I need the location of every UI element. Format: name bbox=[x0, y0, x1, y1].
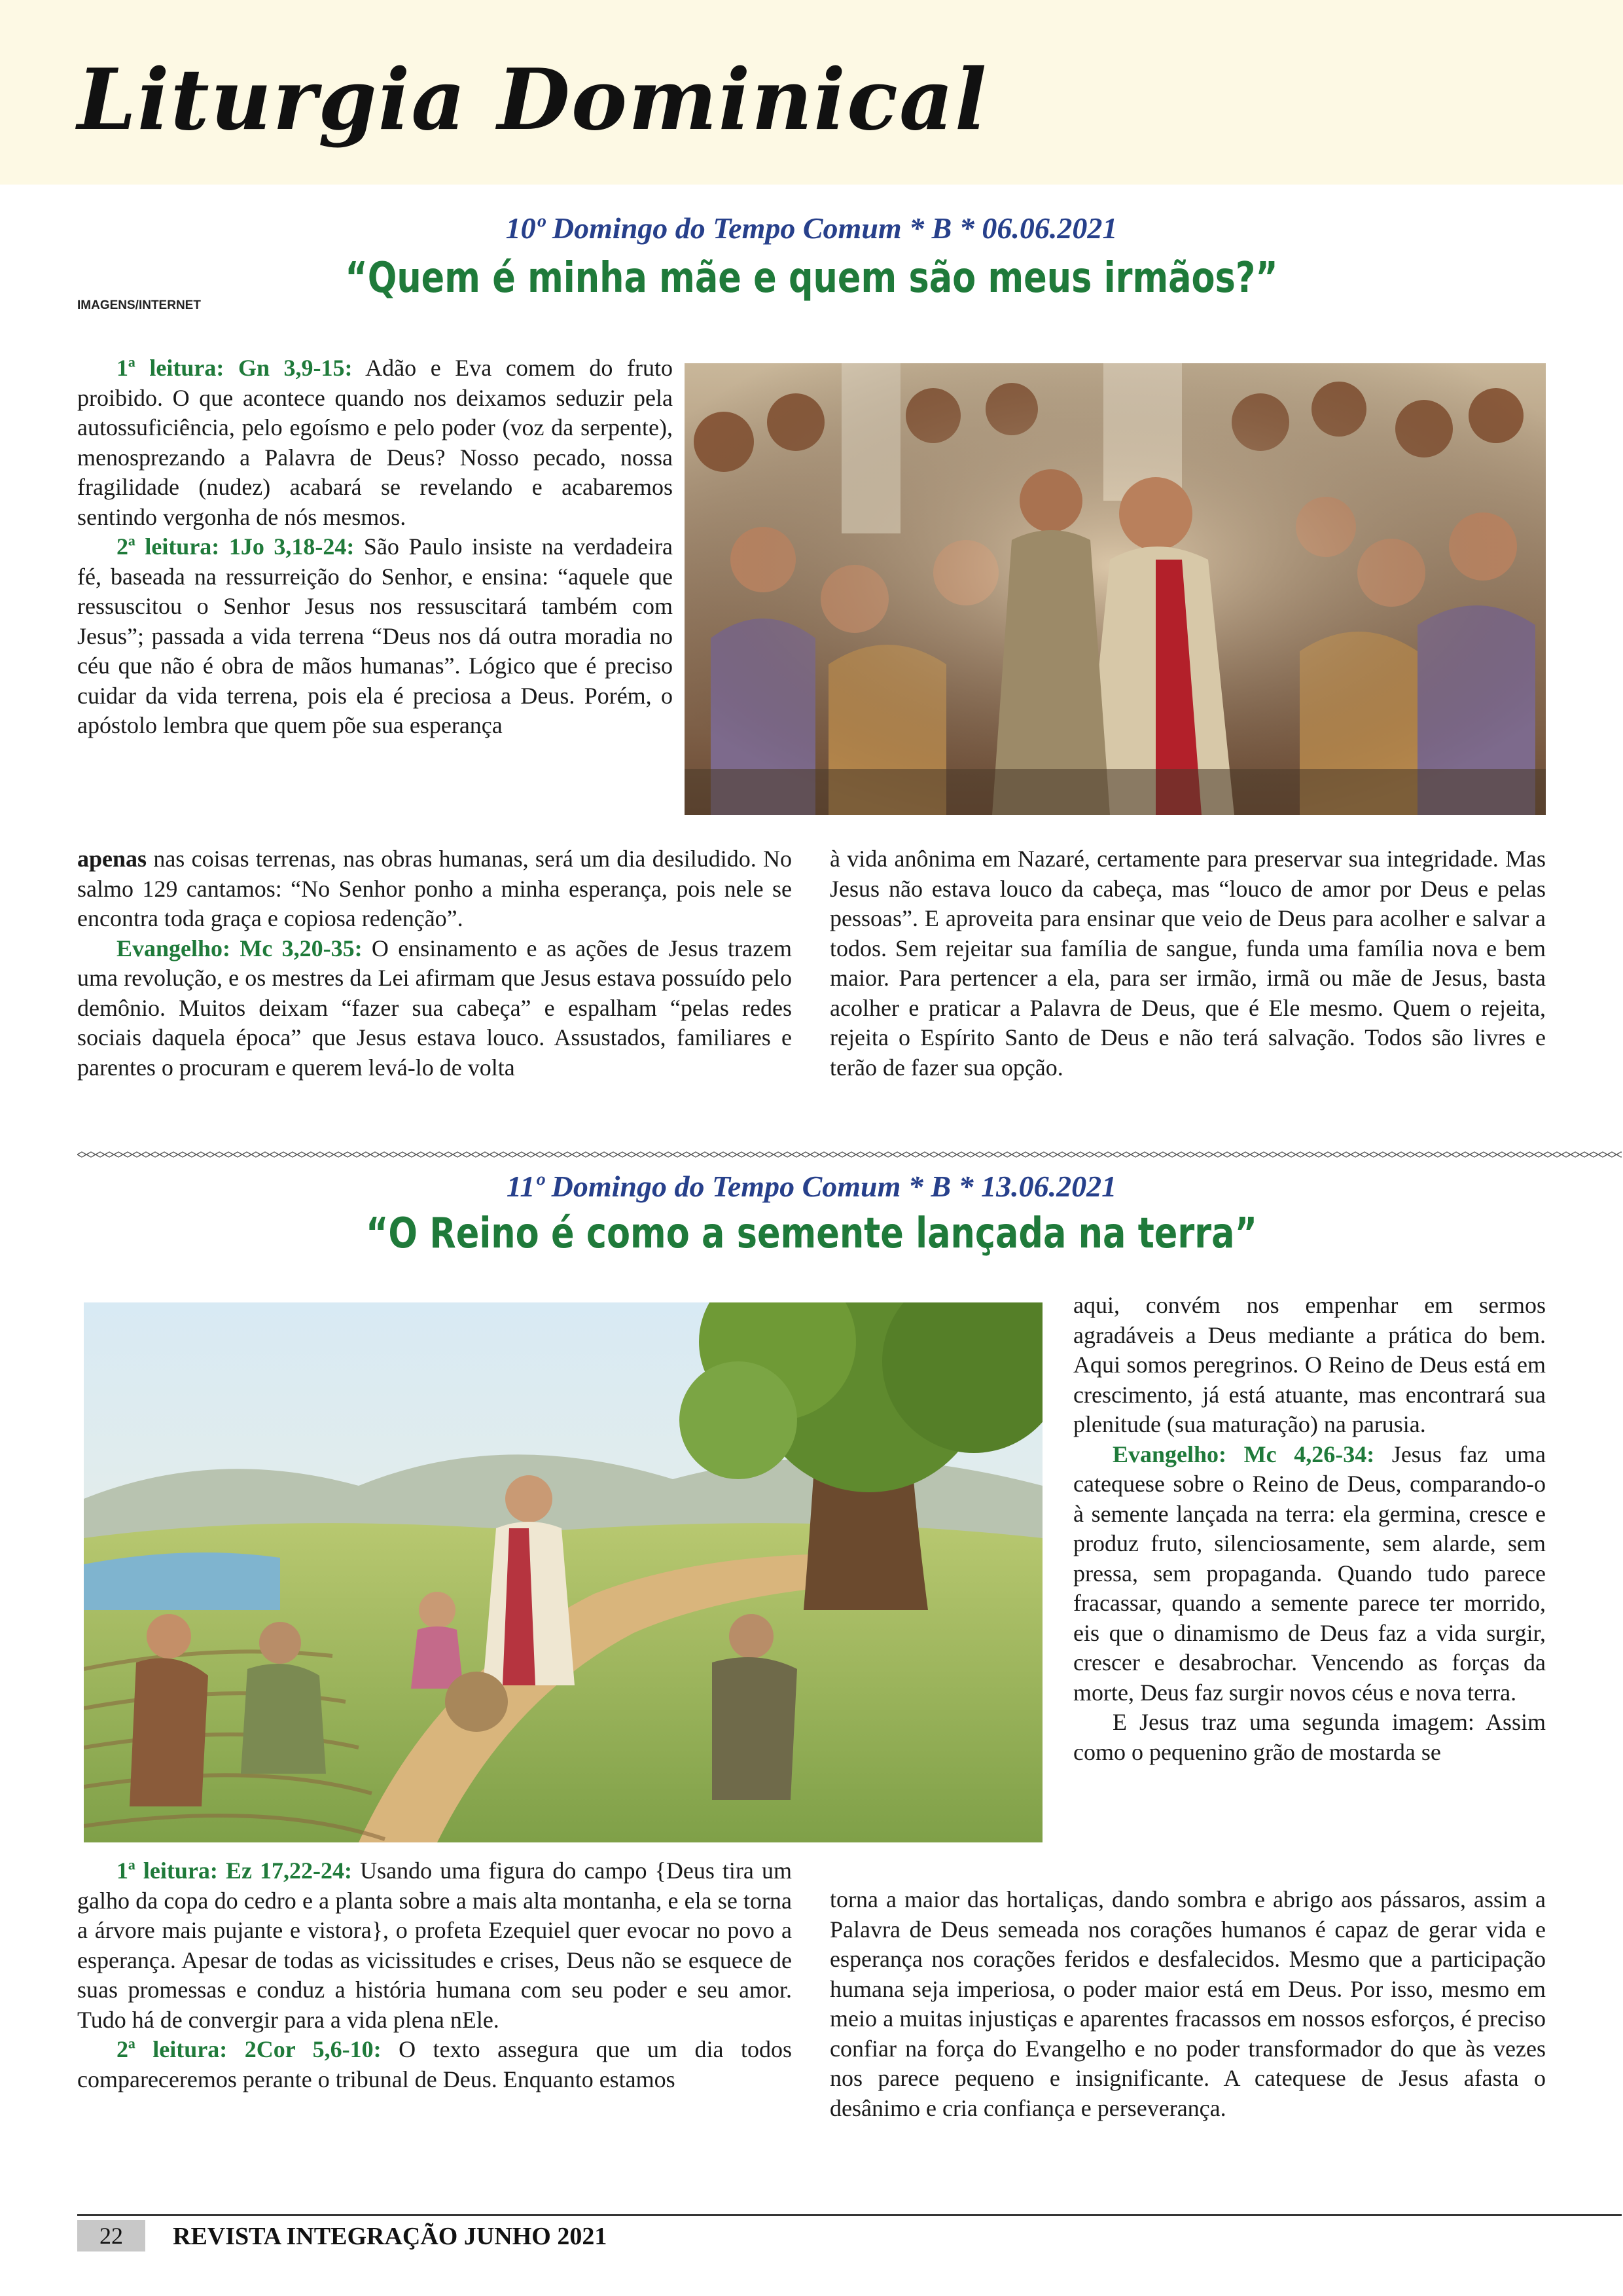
week2-second-image-text: torna a maior das hortaliças, dando sombra e abrigo aos pássaros, assim a Palavra de Deus semeada nos corações humanos é capaz de gerar vida e esperança nos corações feridos e desfalecidos. Mesmo que a participação humana seja imperiosa, o poder maior está em Deus. Por isso, mesmo em meio a muitas injustiças e aparentes fracassos em nossos esforços, é preciso confiar na força do Evangelho e no poder transformador do que às vezes nos parece pequeno e insignificante. A catequese de Jesus afasta o desânimo e cria confiança e perseverança. bbox=[830, 1886, 1546, 2121]
image-credit: IMAGENS/INTERNET bbox=[77, 298, 201, 312]
week1-right-column bbox=[830, 844, 1546, 1083]
week2-right-lower bbox=[830, 1885, 1546, 2123]
footer-rule bbox=[77, 2214, 1622, 2216]
week2-reading1: 1ª leitura: Ez 17,22-24: Usando uma figura do campo {Deus tira um galho da copa do cedro e a planta sobre a mais alta montanha, e ela se torna a árvore mais pujante e vistora}, o profeta Ezequiel quer evocar no povo a esperança. Apesar de todas as vicissitudes e crises, Deus não se esquece de suas promessas e conduz a história humana com seu poder e seu amor. Tudo há de convergir para a vida plena nEle. bbox=[77, 1857, 793, 2033]
publication-name: REVISTA INTEGRAÇÃO JUNHO 2021 bbox=[173, 2223, 607, 2250]
headline-1: “Quem é minha mãe e quem são meus irmãos?” bbox=[345, 254, 1278, 302]
week1-left-column bbox=[77, 353, 673, 741]
week2-reading1-label: 1ª leitura: Ez 17,22-24: bbox=[116, 1857, 353, 1884]
week1-reading2: 2ª leitura: 1Jo 3,18-24: São Paulo insiste na verdadeira fé, baseada na ressurreição do Senhor, e ensina: “aquele que ressuscitou o Senhor Jesus nos ressuscitará também com Jesus”; passada a vida terrena “Deus nos dá outra moradia no céu que não é obra de mãos humanas”. Lógico que é preciso cuidar da vida terrena, pois ela é preciosa a Deus. Porém, o apóstolo lembra que quem põe sua esperança bbox=[77, 533, 673, 738]
week2-gospel: Evangelho: Mc 4,26-34: Jesus faz uma catequese sobre o Reino de Deus, comparando-o à semente lançada na terra: ela germina, cresce e produz fruto, silenciosamente, sem alarde, sem pressa, sem propaganda. Quando tudo parece fracassar, quando a semente parece ter morrido, eis que o dinamismo de Deus faz a vida surgir, crescer e desabrochar. Vencendo as forças da morte, Deus faz surgir novos céus e nova terra. bbox=[1073, 1441, 1546, 1706]
headline-2: “O Reino é como a semente lançada na terra” bbox=[365, 1210, 1258, 1258]
sunday-title-2: 11º Domingo do Tempo Comum * B * 13.06.2021 bbox=[506, 1170, 1117, 1203]
week1-gospel: Evangelho: Mc 3,20-35: O ensinamento e as ações de Jesus trazem uma revolução, e os mestres da Lei afirmam que Jesus estava possuído pelo demônio. Muitos deixam “fazer sua cabeça” e espalham “pelas redes sociais daquela época” que Jesus estava louco. Assustados, familiares e parentes o procuram e querem levá-lo de volta bbox=[77, 935, 792, 1081]
week1-reading1-label: 1ª leitura: Gn 3,9-15: bbox=[116, 355, 353, 381]
jesus-crowd-illustration bbox=[685, 363, 1546, 815]
ornamental-divider bbox=[77, 1151, 1622, 1158]
week1-left-lower bbox=[77, 844, 792, 1083]
page-number: 22 bbox=[77, 2220, 145, 2251]
week2-right-column bbox=[1073, 1291, 1546, 1767]
masthead bbox=[0, 0, 1623, 185]
jesus-field-illustration bbox=[84, 1302, 1043, 1842]
week2-reading2-label: 2ª leitura: 2Cor 5,6-10: bbox=[116, 2036, 382, 2062]
week1-reading2-continued: apenas nas coisas terrenas, nas obras humanas, será um dia desiludido. No salmo 129 cantamos: “No Senhor ponho a minha esperança, pois nele se encontra toda graça e copiosa redenção”. bbox=[77, 846, 792, 931]
week1-gospel-continued: à vida anônima em Nazaré, certamente para preservar sua integridade. Mas Jesus não estava louco da cabeça, mas “louco de amor por Deus e pelas pessoas”. E aproveita para ensinar que veio de Deus para acolher e salvar a todos. Sem rejeitar sua família de sangue, funda uma família nova e bem maior. Para pertencer a ela, para ser irmão, irmã ou mãe de Jesus, basta acolher e praticar a Palavra de Deus, que é Ele mesmo. Quem o rejeita, rejeita o Espírito Santo de Deus e não terá salvação. Todos são livres e terão de fazer sua opção. bbox=[830, 846, 1546, 1081]
week2-gospel-label: Evangelho: Mc 4,26-34: bbox=[1113, 1441, 1375, 1467]
week2-left-column bbox=[77, 1856, 792, 2094]
week2-second-image-intro: E Jesus traz uma segunda imagem: Assim como o pequenino grão de mostarda se bbox=[1073, 1709, 1546, 1765]
week1-reading1: 1ª leitura: Gn 3,9-15: Adão e Eva comem do fruto proibido. O que acontece quando nos deixamos seduzir pela autossuficiência, pelo egoísmo e pelo poder (voz da serpente), menosprezando a Palavra de Deus? Nosso pecado, nossa fragilidade (nudez) acabará se revelando e acabaremos sentindo vergonha de nós mesmos. bbox=[77, 355, 673, 530]
week1-gospel-label: Evangelho: Mc 3,20-35: bbox=[116, 935, 363, 961]
week2-reading2-continued: aqui, convém nos empenhar em sermos agradáveis a Deus mediante a prática do bem. Aqui somos peregrinos. O Reino de Deus está em crescimento, já está atuante, mas encontrará sua plenitude (sua maturação) na parusia. bbox=[1073, 1292, 1546, 1437]
sunday-title-1: 10º Domingo do Tempo Comum * B * 06.06.2021 bbox=[505, 211, 1118, 245]
week1-reading2-label: 2ª leitura: 1Jo 3,18-24: bbox=[116, 533, 355, 560]
section-title: Liturgia Dominical bbox=[77, 51, 988, 149]
week1-emphasis: apenas bbox=[77, 846, 147, 872]
week2-reading2: 2ª leitura: 2Cor 5,6-10: O texto assegura que um dia todos compareceremos perante o tribunal de Deus. Enquanto estamos bbox=[77, 2036, 792, 2092]
